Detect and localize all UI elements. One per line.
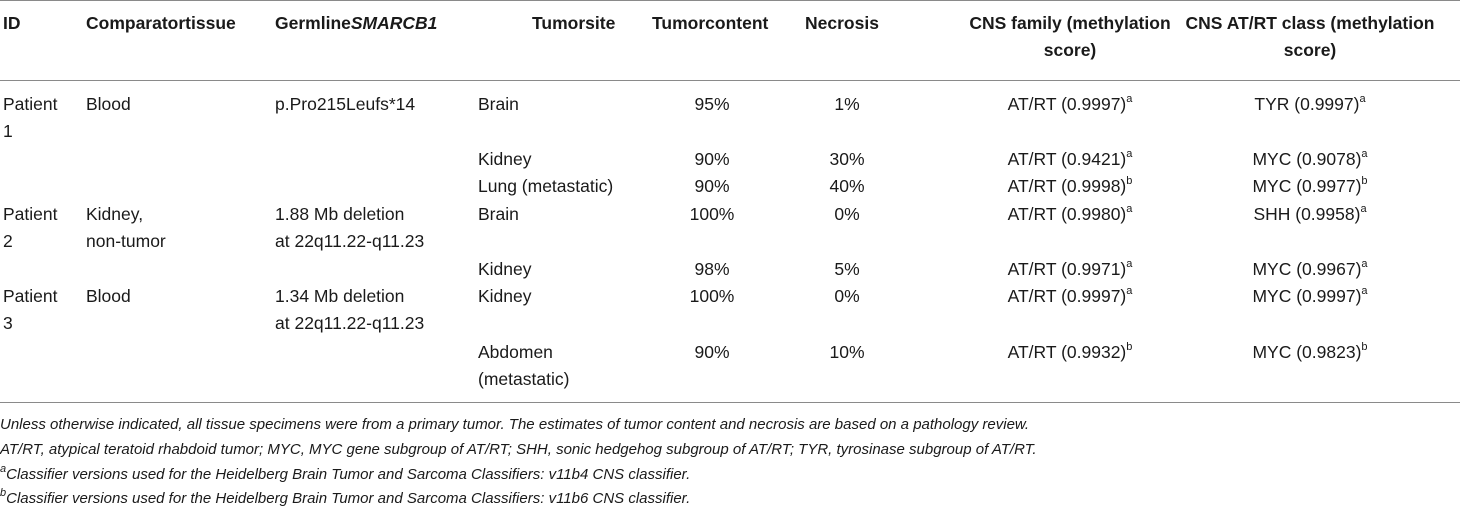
row-0-tumor-site-line1: Brain [478,94,519,114]
row-5-comparator [86,283,131,310]
row-3-tumor-site [478,201,519,228]
row-4-tumor-site-line1: Kidney [478,259,532,279]
row-3-cns-class-value: SHH (0.9958) [1253,204,1361,224]
row-2-cns-class-footnote-mark: b [1361,175,1368,188]
row-5-germline [275,283,424,337]
row-4-necrosis-line1: 5% [834,259,860,279]
row-3-id-line1: Patient [3,204,58,224]
row-0-id [3,91,57,145]
row-0-tumor-content [652,91,772,118]
row-5-tumor-site-line1: Kidney [478,286,532,306]
row-5-cns-family-footnote-mark: a [1126,285,1133,298]
row-6-cns-family-footnote-mark: b [1126,341,1133,354]
row-1-necrosis-line1: 30% [829,149,865,169]
row-0-necrosis-line1: 1% [834,94,860,114]
row-0-tumor-site [478,91,519,118]
row-4-cns-class [1160,256,1460,283]
row-5-necrosis-line1: 0% [834,286,860,306]
row-0-tumor-content-line1: 95% [694,94,730,114]
row-3-comparator-line1: Kidney, [86,204,144,224]
row-0-cns-class-value: TYR (0.9997) [1254,94,1360,114]
row-3-tumor-content-line1: 100% [689,204,735,224]
row-3-cns-family-value: AT/RT (0.9980) [1007,204,1127,224]
footnote-abbreviations: AT/RT, atypical teratoid rhabdoid tumor; MYC, MYC gene subgroup of AT/RT; SHH, sonic hedgehog subgroup of AT/RT; TYR, tyrosinase subgroup of AT/RT. [0,441,1037,458]
row-5-tumor-content-line1: 100% [689,286,735,306]
row-1-cns-class [1160,146,1460,173]
row-4-cns-family-footnote-mark: a [1126,258,1133,271]
row-3-cns-family-footnote-mark: a [1126,203,1133,216]
row-5-cns-class [1160,283,1460,310]
table-bottom-rule [0,402,1460,403]
row-4-tumor-site [478,256,532,283]
row-5-cns-family-value: AT/RT (0.9997) [1007,286,1127,306]
row-6-cns-class-footnote-mark: b [1361,341,1368,354]
row-0-necrosis [787,91,907,118]
row-5-comparator-line1: Blood [86,286,131,306]
row-5-necrosis [787,283,907,310]
row-3-germline-line1: 1.88 Mb deletion [275,204,405,224]
row-2-necrosis [787,173,907,200]
row-5-germline-line1: 1.34 Mb deletion [275,286,405,306]
row-6-necrosis-line1: 10% [829,342,865,362]
row-3-necrosis [787,201,907,228]
table-header-rule [0,80,1460,81]
row-3-id-line2: 2 [3,231,13,251]
row-1-tumor-site [478,146,532,173]
footnote-a: $^a$Classifier versions used for the Heidelberg Brain Tumor and Sarcoma Classifiers: v11b4 CNS classifier. [0,463,691,483]
row-2-cns-family-footnote-mark: b [1126,175,1133,188]
row-2-tumor-content-line1: 90% [694,176,730,196]
row-3-comparator [86,201,166,255]
row-5-germline-line2: at 22q11.22-q11.23 [275,313,425,333]
row-6-tumor-site-line2: (metastatic) [478,369,570,389]
row-1-tumor-site-line1: Kidney [478,149,532,169]
row-6-tumor-content [652,339,772,366]
row-0-cns-class-footnote-mark: a [1359,93,1366,106]
row-4-tumor-content-line1: 98% [694,259,730,279]
row-5-cns-class-footnote-mark: a [1361,285,1368,298]
row-5-tumor-site [478,283,532,310]
row-0-germline-line1: p.Pro215Leufs*14 [275,94,416,114]
row-2-cns-class-value: MYC (0.9977) [1252,176,1362,196]
row-3-germline [275,201,424,255]
header-id: ID [3,13,21,33]
row-4-necrosis [787,256,907,283]
row-3-necrosis-line1: 0% [834,204,860,224]
footnote-b: $^b$Classifier versions used for the Heidelberg Brain Tumor and Sarcoma Classifiers: v11b6 CNS classifier. [0,487,691,507]
row-3-tumor-site-line1: Brain [478,204,519,224]
header-comparator-tissue: Comparatortissue [86,13,236,33]
header-tumor-content: Tumorcontent [652,13,769,33]
row-2-cns-class [1160,173,1460,200]
row-4-cns-class-footnote-mark: a [1361,258,1368,271]
row-3-tumor-content [652,201,772,228]
row-4-cns-family-value: AT/RT (0.9971) [1007,259,1127,279]
row-6-cns-class [1160,339,1460,366]
header-cns-class: CNS AT/RT class (methylation score) [1185,13,1435,60]
row-0-id-line1: Patient [3,94,58,114]
row-1-cns-family-value: AT/RT (0.9421) [1007,149,1127,169]
row-3-id [3,201,57,255]
header-cns-family: CNS family (methylation score) [969,13,1171,60]
row-5-id-line1: Patient [3,286,58,306]
header-necrosis: Necrosis [805,13,879,33]
row-6-tumor-content-line1: 90% [694,342,730,362]
row-2-tumor-site-line1: Lung (metastatic) [478,176,614,196]
row-2-necrosis-line1: 40% [829,176,865,196]
row-5-id-line2: 3 [3,313,13,333]
row-3-cns-class [1160,201,1460,228]
footnote-general: Unless otherwise indicated, all tissue specimens were from a primary tumor. The estimates of tumor content and necrosis are based on a pathology review. [0,416,1030,433]
row-0-cns-family-value: AT/RT (0.9997) [1007,94,1127,114]
row-6-cns-class-value: MYC (0.9823) [1252,342,1362,362]
row-0-id-line2: 1 [3,121,13,141]
row-1-tumor-content-line1: 90% [694,149,730,169]
row-5-tumor-content [652,283,772,310]
table-top-rule [0,0,1460,1]
row-2-cns-family-value: AT/RT (0.9998) [1007,176,1127,196]
header-tumor-site: Tumorsite [532,13,616,33]
row-0-comparator-line1: Blood [86,94,131,114]
row-2-tumor-content [652,173,772,200]
row-0-cns-family-footnote-mark: a [1126,93,1133,106]
row-2-tumor-site [478,173,613,200]
row-6-tumor-site-line1: Abdomen [478,342,553,362]
row-1-cns-class-footnote-mark: a [1361,148,1368,161]
row-6-tumor-site [478,339,569,393]
row-4-tumor-content [652,256,772,283]
row-4-cns-class-value: MYC (0.9967) [1252,259,1362,279]
row-1-necrosis [787,146,907,173]
row-6-cns-family-value: AT/RT (0.9932) [1007,342,1127,362]
row-1-tumor-content [652,146,772,173]
row-5-id [3,283,57,337]
row-3-germline-line2: at 22q11.22-q11.23 [275,231,425,251]
row-6-necrosis [787,339,907,366]
row-5-cns-class-value: MYC (0.9997) [1252,286,1362,306]
row-1-cns-family-footnote-mark: a [1126,148,1133,161]
header-germline: GermlineSMARCB1 [275,13,438,33]
row-0-germline [275,91,415,118]
row-0-cns-class [1160,91,1460,118]
row-3-cns-class-footnote-mark: a [1360,203,1367,216]
row-3-comparator-line2: non-tumor [86,231,166,251]
row-1-cns-class-value: MYC (0.9078) [1252,149,1362,169]
row-0-comparator [86,91,131,118]
